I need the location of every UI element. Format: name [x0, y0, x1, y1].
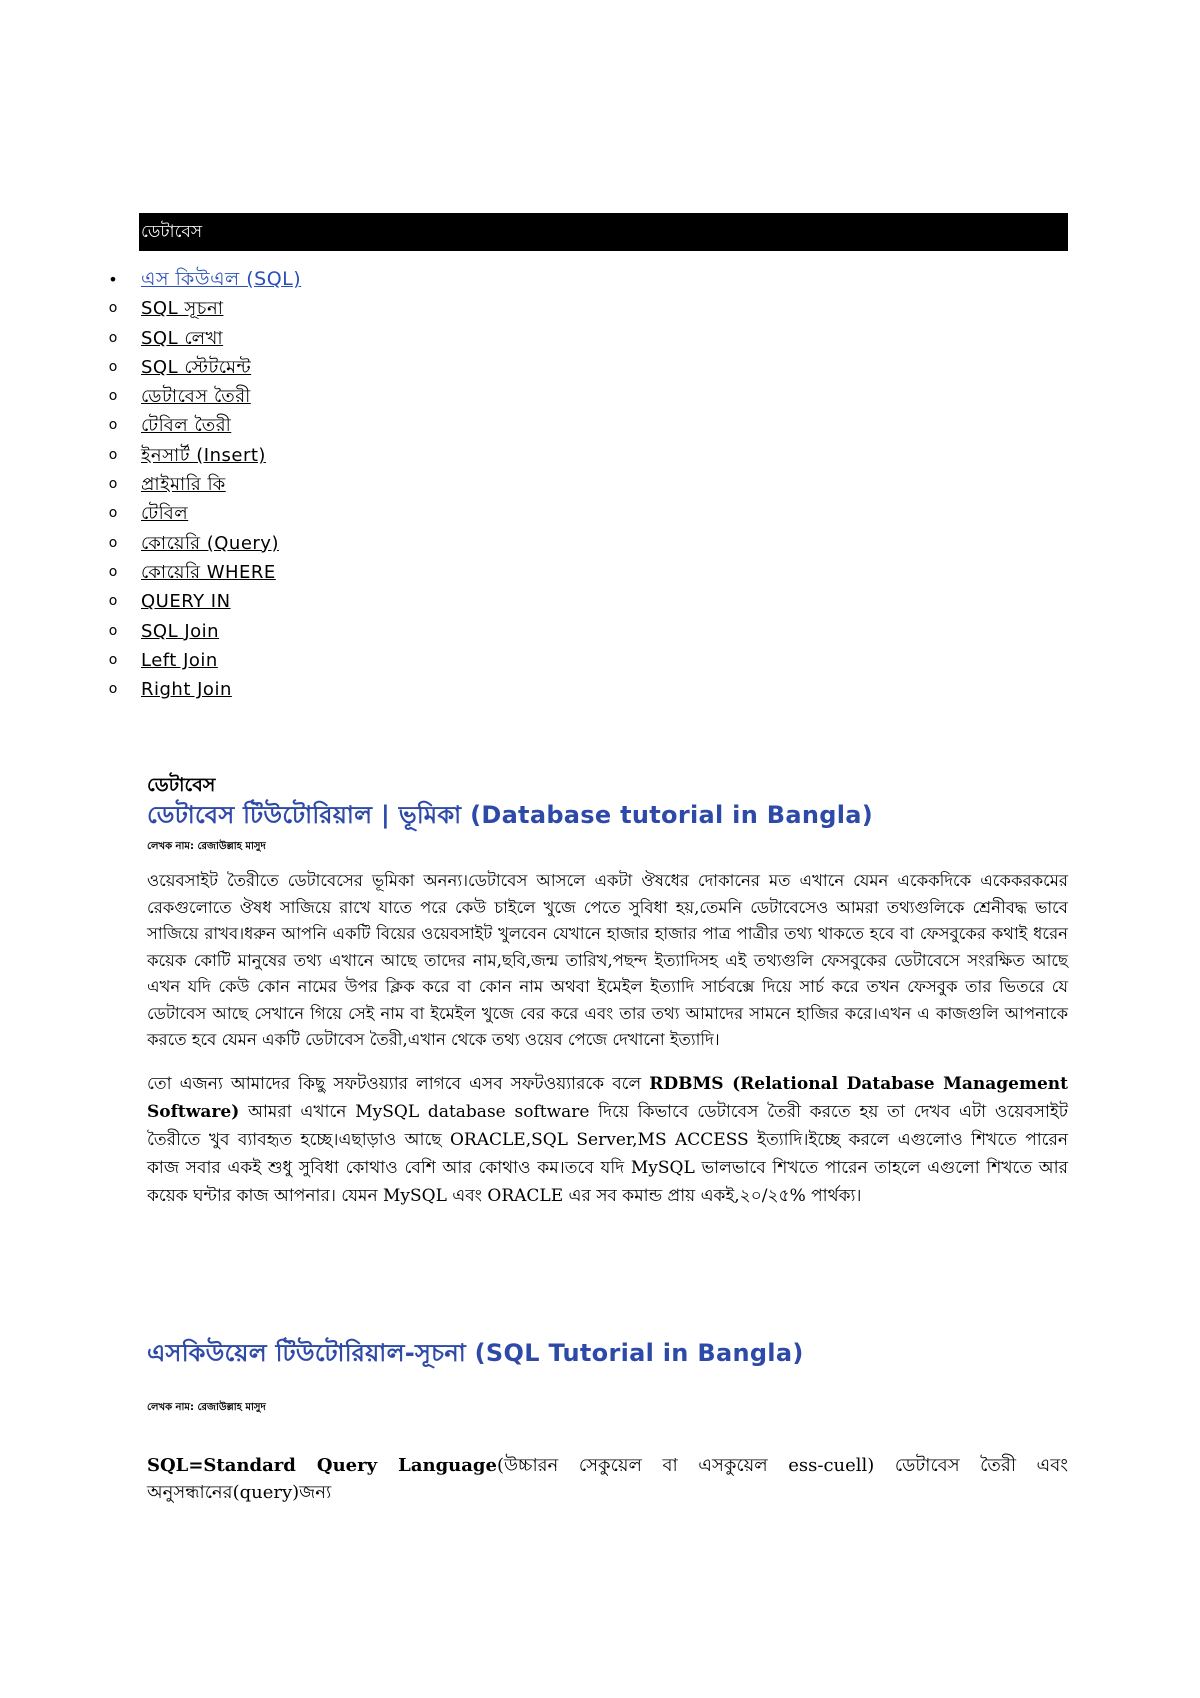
nav-item-insert	[104, 441, 704, 470]
circle-bullet-icon: o	[108, 593, 118, 610]
paragraph-rest: (উচ্চারন সেকুয়েল বা এসকুয়েল ess-cuell) ডেটাবেস তৈরী এবং অনুসন্ধানের(query)জন্য	[147, 1455, 1068, 1503]
nav-link-insert[interactable]: ইনসার্ট (Insert)	[141, 444, 266, 466]
article-paragraph: ওয়েবসাইট তৈরীতে ডেটাবেসের ভূমিকা অনন্য।ডেটাবেস আসলে একটা ঔষধের দোকানের মত এখানে যেমন একেকদিকে একেকরকমের রেকগুলোতে ঔষধ সাজিয়ে রাখে যাতে পরে কেউ চাইলে খুজে পেতে সুবিধা হয়,তেমনি ডেটাবেসেও আমরা তথ্যগুলিকে শ্রেনীবদ্ধ ভাবে সাজিয়ে রাখব।ধরুন আপনি একটি বিয়ের ওয়েবসাইট খুলবেন যেখানে হাজার হাজার পাত্র পাত্রীর তথ্য থাকতে হবে বা ফেসবুকের কথাই ধরেন কয়েক কোটি মানুষের তথ্য এখানে আছে তাদের নাম,ছবি,জন্ম তারিখ,পছন্দ ইত্যাদিসহ এই তথ্যগুলি ফেসবুকের ডেটাবেসে সংরক্ষিত আছে এখন যদি কেউ কোন নামের উপর ক্লিক করে বা কোন নাম অথবা ইমেইল ইত্যাদি সার্চবক্সে দিয়ে সার্চ করে তখন ফেসবুক তার ভিতরে যে ডেটাবেস আছে সেখানে গিয়ে সেই নাম বা ইমেইল খুজে বের করে এবং তার তথ্য আমাদের সামনে হাজির করে।এখন এ কাজগুলি আপনাকে করতে হবে যেমন একটি ডেটাবেস তৈরী,এখান থেকে তথ্য ওয়েব পেজে দেখানো ইত্যাদি।	[147, 871, 1068, 1049]
nav-item-right-join	[104, 675, 704, 704]
nav-item-sql-intro	[104, 294, 704, 323]
circle-bullet-icon: o	[108, 476, 118, 493]
nav-item-sql-writing	[104, 324, 704, 353]
paragraph-rest: আমরা এখানে MySQL database software দিয়ে কিভাবে ডেটাবেস তৈরী করতে হয় তা দেখব এটা ওয়েবসাইট তৈরীতে খুব ব্যাবহৃত হচ্ছে।এছাড়াও আছে ORACLE,SQL Server,MS ACCESS ইত্যাদি।ইচ্ছে করলে এগুলোও শিখতে পারেন কাজ সবার একই শুধু সুবিধা কোথাও বেশি আর কোথাও কম।তবে যদি MySQL ভালভাবে শিখতে পারেন তাহলে এগুলো শিখতে আর কয়েক ঘন্টার কাজ আপনার। যেমন MySQL এবং ORACLE এর সব কমান্ড প্রায় একই,২০/২৫% পার্থক্য।	[147, 1102, 1068, 1206]
nav-link-sql-writing[interactable]: SQL লেখা	[141, 327, 224, 349]
nav-item-table	[104, 499, 704, 528]
nav-link-sql-statement[interactable]: SQL স্টেটমেন্ট	[141, 356, 252, 378]
circle-bullet-icon: o	[108, 417, 118, 434]
nav-item-query-in	[104, 587, 704, 616]
nav-item-sql-statement	[104, 353, 704, 382]
nav-list	[104, 265, 704, 704]
circle-bullet-icon: o	[108, 681, 118, 698]
circle-bullet-icon: o	[108, 622, 118, 639]
circle-bullet-icon: o	[108, 446, 118, 463]
article-title[interactable]: ডেটাবেস টিউটোরিয়াল | ভূমিকা (Database tutorial in Bangla)	[147, 801, 873, 829]
nav-item-create-table	[104, 411, 704, 440]
circle-bullet-icon: o	[108, 358, 118, 375]
nav-link-query-where[interactable]: কোয়েরি WHERE	[141, 561, 276, 583]
circle-bullet-icon: o	[108, 563, 118, 580]
nav-item-sql	[104, 265, 704, 294]
circle-bullet-icon: o	[108, 651, 118, 668]
nav-link-create-database[interactable]: ডেটাবেস তৈরী	[141, 386, 251, 408]
nav-link-primary-key[interactable]: প্রাইমারি কি	[141, 474, 226, 496]
nav-item-create-database	[104, 382, 704, 411]
circle-bullet-icon: o	[108, 329, 118, 346]
nav-item-sql-join	[104, 617, 704, 646]
nav-link-sql-join[interactable]: SQL Join	[141, 620, 220, 642]
article-paragraph	[147, 1453, 1068, 1506]
paragraph-intro: তো এজন্য আমাদের কিছু সফটওয়্যার লাগবে এসব সফটওয়্যারকে বলে	[147, 1074, 642, 1094]
nav-link-table[interactable]: টেবিল	[141, 503, 189, 525]
nav-item-left-join	[104, 646, 704, 675]
sql-definition: SQL=Standard Query Language	[147, 1455, 497, 1476]
circle-bullet-icon: o	[108, 388, 118, 405]
nav-item-query	[104, 529, 704, 558]
nav-link-right-join[interactable]: Right Join	[141, 679, 232, 701]
article-title[interactable]: এসকিউয়েল টিউটোরিয়াল-সূচনা (SQL Tutorial in Bangla)	[147, 1339, 804, 1367]
nav-item-primary-key	[104, 470, 704, 499]
nav-link-query-in[interactable]: QUERY IN	[141, 591, 231, 613]
nav-link-query[interactable]: কোয়েরি (Query)	[141, 532, 279, 554]
article-byline: লেখক নাম: রেজাউল্লাহ মাসুদ	[147, 841, 266, 852]
nav-link-sql-intro[interactable]: SQL সূচনা	[141, 298, 224, 320]
article-paragraph	[147, 1070, 1068, 1210]
circle-bullet-icon: o	[108, 300, 118, 317]
circle-bullet-icon: o	[108, 505, 118, 522]
rdbms-term: RDBMS (Relational Database Management Software)	[147, 1074, 1068, 1122]
header-bar	[139, 213, 1068, 251]
nav-link-sql[interactable]: এস কিউএল (SQL)	[141, 268, 302, 290]
nav-link-left-join[interactable]: Left Join	[141, 649, 218, 671]
circle-bullet-icon: o	[108, 534, 118, 551]
nav-item-query-where	[104, 558, 704, 587]
section-label: ডেটাবেস	[147, 774, 216, 796]
header-title: ডেটাবেস	[141, 222, 203, 242]
article-byline: লেখক নাম: রেজাউল্লাহ মাসুদ	[147, 1402, 266, 1413]
bullet-icon: •	[108, 270, 118, 289]
nav-link-create-table[interactable]: টেবিল তৈরী	[141, 415, 232, 437]
